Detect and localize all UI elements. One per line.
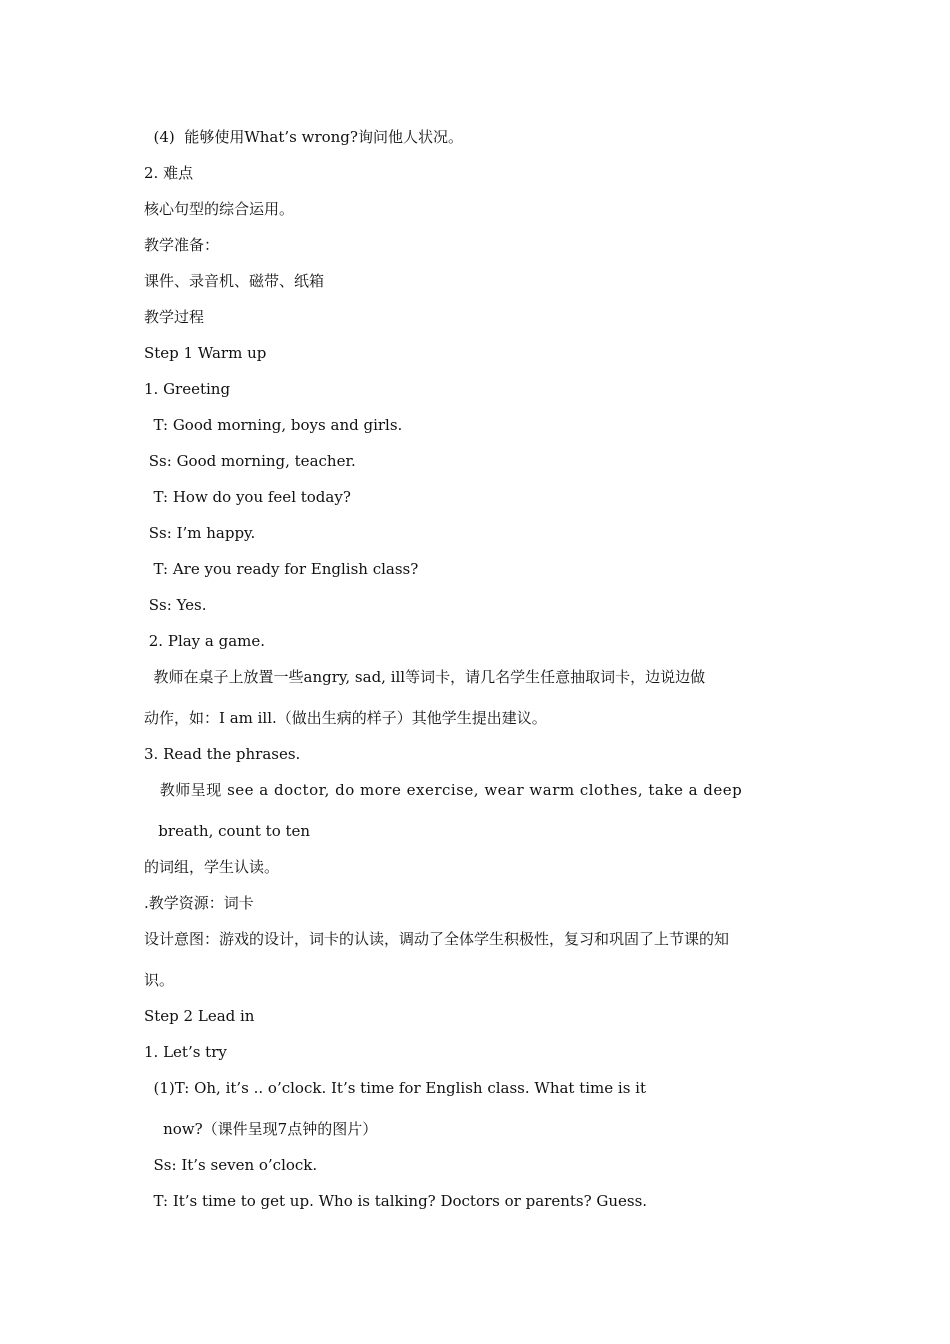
dialogue-line: Ss: I’m happy.	[144, 524, 256, 542]
text-line-design-intent-cont: 识。	[144, 971, 175, 989]
text-line-core-pattern: 核心句型的综合运用。	[144, 200, 295, 218]
text-line-phrases-end: 的词组，学生认读。	[144, 858, 280, 876]
dialogue-line: T: How do you feel today?	[144, 488, 351, 506]
dialogue-line: T: It’s time to get up. Who is talking? Doctors or parents? Guess.	[144, 1192, 648, 1210]
text-line-greeting: 1. Greeting	[144, 380, 231, 398]
dialogue-line: Ss: Yes.	[144, 596, 207, 614]
text-line-design-intent: 设计意图：游戏的设计，词卡的认读，调动了全体学生积极性，复习和巩固了上节课的知	[144, 930, 730, 948]
dialogue-line: Ss: Good morning, teacher.	[144, 452, 356, 470]
dialogue-line: T: Good morning, boys and girls.	[144, 416, 403, 434]
dialogue-line: (1)T: Oh, it’s .. o’clock. It’s time for English class. What time is it	[144, 1079, 646, 1097]
text-line-objective-4: (4) 能够使用What’s wrong?询问他人状况。	[144, 128, 463, 146]
dialogue-line: Ss: It’s seven o’clock.	[144, 1156, 318, 1174]
heading-difficulty: 2. 难点	[144, 164, 194, 182]
text-line-resources: .教学资源：词卡	[144, 894, 254, 912]
dialogue-line: T: Are you ready for English class?	[144, 560, 419, 578]
text-line-phrases: 教师呈现 see a doctor, do more exercise, wear warm clothes, take a deep	[144, 781, 743, 799]
text-line-play-game: 2. Play a game.	[144, 632, 266, 650]
text-line-lets-try: 1. Let’s try	[144, 1043, 227, 1061]
text-line-game-description: 教师在桌子上放置一些angry, sad, ill等词卡，请几名学生任意抽取词卡，边说边做	[144, 668, 706, 686]
text-line-game-description-cont: 动作，如：I am ill.（做出生病的样子）其他学生提出建议。	[144, 709, 547, 727]
heading-step-1: Step 1 Warm up	[144, 344, 267, 362]
heading-process: 教学过程	[144, 308, 205, 326]
heading-step-2: Step 2 Lead in	[144, 1007, 255, 1025]
text-line-materials: 课件、录音机、磁带、纸箱	[144, 272, 325, 290]
text-line-phrases-cont: breath, count to ten	[144, 822, 311, 840]
dialogue-line: now?（课件呈现7点钟的图片）	[144, 1120, 378, 1138]
text-line-read-phrases: 3. Read the phrases.	[144, 745, 301, 763]
heading-preparation: 教学准备：	[144, 236, 220, 254]
